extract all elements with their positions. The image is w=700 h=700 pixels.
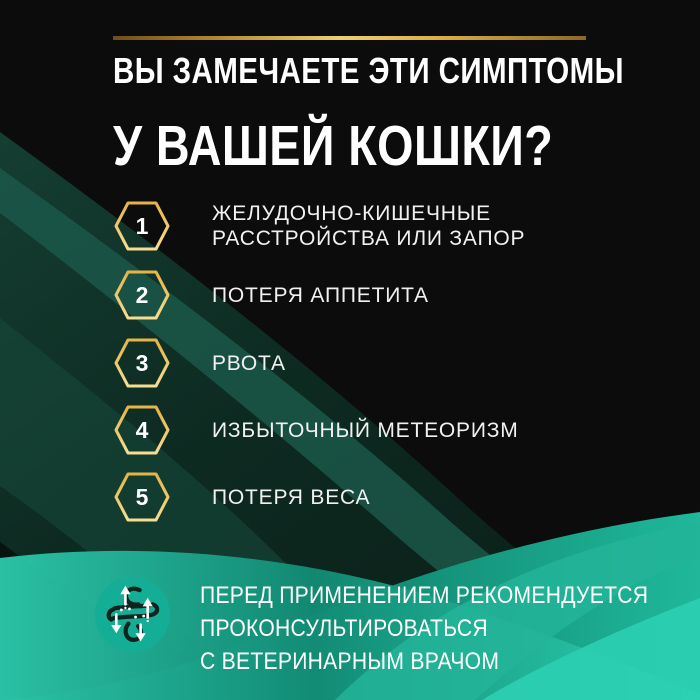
symptom-label — [212, 201, 525, 251]
symptom-label-line1: РВОТА — [212, 351, 286, 375]
intestines-icon — [95, 577, 170, 652]
poster-title-line1: ВЫ ЗАМЕЧАЕТЕ ЭТИ СИМПТОМЫ — [113, 50, 624, 91]
symptom-label — [212, 351, 286, 376]
symptom-label-line1: ПОТЕРЯ АППЕТИТА — [212, 283, 429, 307]
symptom-label — [212, 418, 519, 443]
hexagon-badge — [114, 405, 170, 455]
symptom-number: 3 — [135, 350, 149, 376]
symptom-label-line2: РАССТРОЙСТВА ИЛИ ЗАПОР — [212, 227, 526, 250]
symptom-label-line1: ИЗБЫТОЧНЫЙ МЕТЕОРИЗМ — [212, 418, 519, 442]
symptom-number: 1 — [135, 213, 149, 239]
gold-divider — [113, 36, 586, 40]
vet-disclaimer — [200, 579, 648, 678]
hexagon-badge — [114, 472, 170, 522]
symptom-label-line1: ЖЕЛУДОЧНО-КИШЕЧНЫЕ — [212, 202, 491, 225]
hexagon-badge — [114, 201, 170, 251]
symptom-row-2 — [114, 270, 429, 320]
hexagon-badge — [114, 270, 170, 320]
symptom-row-1 — [114, 201, 525, 251]
symptom-label-line1: ПОТЕРЯ ВЕСА — [212, 485, 371, 509]
symptom-number: 5 — [135, 484, 149, 510]
symptom-number: 2 — [135, 282, 149, 308]
hexagon-badge — [114, 338, 170, 388]
symptom-label — [212, 485, 370, 510]
vet-disclaimer-line3: С ВЕТЕРИНАРНЫМ ВРАЧОМ — [200, 648, 500, 675]
symptom-label — [212, 283, 429, 308]
symptom-row-5 — [114, 472, 370, 522]
vet-disclaimer-line1: ПЕРЕД ПРИМЕНЕНИЕМ РЕКОМЕНДУЕТСЯ — [200, 582, 649, 609]
symptom-number: 4 — [135, 417, 149, 443]
vet-disclaimer-line2: ПРОКОНСУЛЬТИРОВАТЬСЯ — [200, 615, 488, 642]
poster-title-line2: У ВАШЕЙ КОШКИ? — [113, 114, 554, 178]
symptom-row-4 — [114, 405, 519, 455]
symptom-row-3 — [114, 338, 286, 388]
